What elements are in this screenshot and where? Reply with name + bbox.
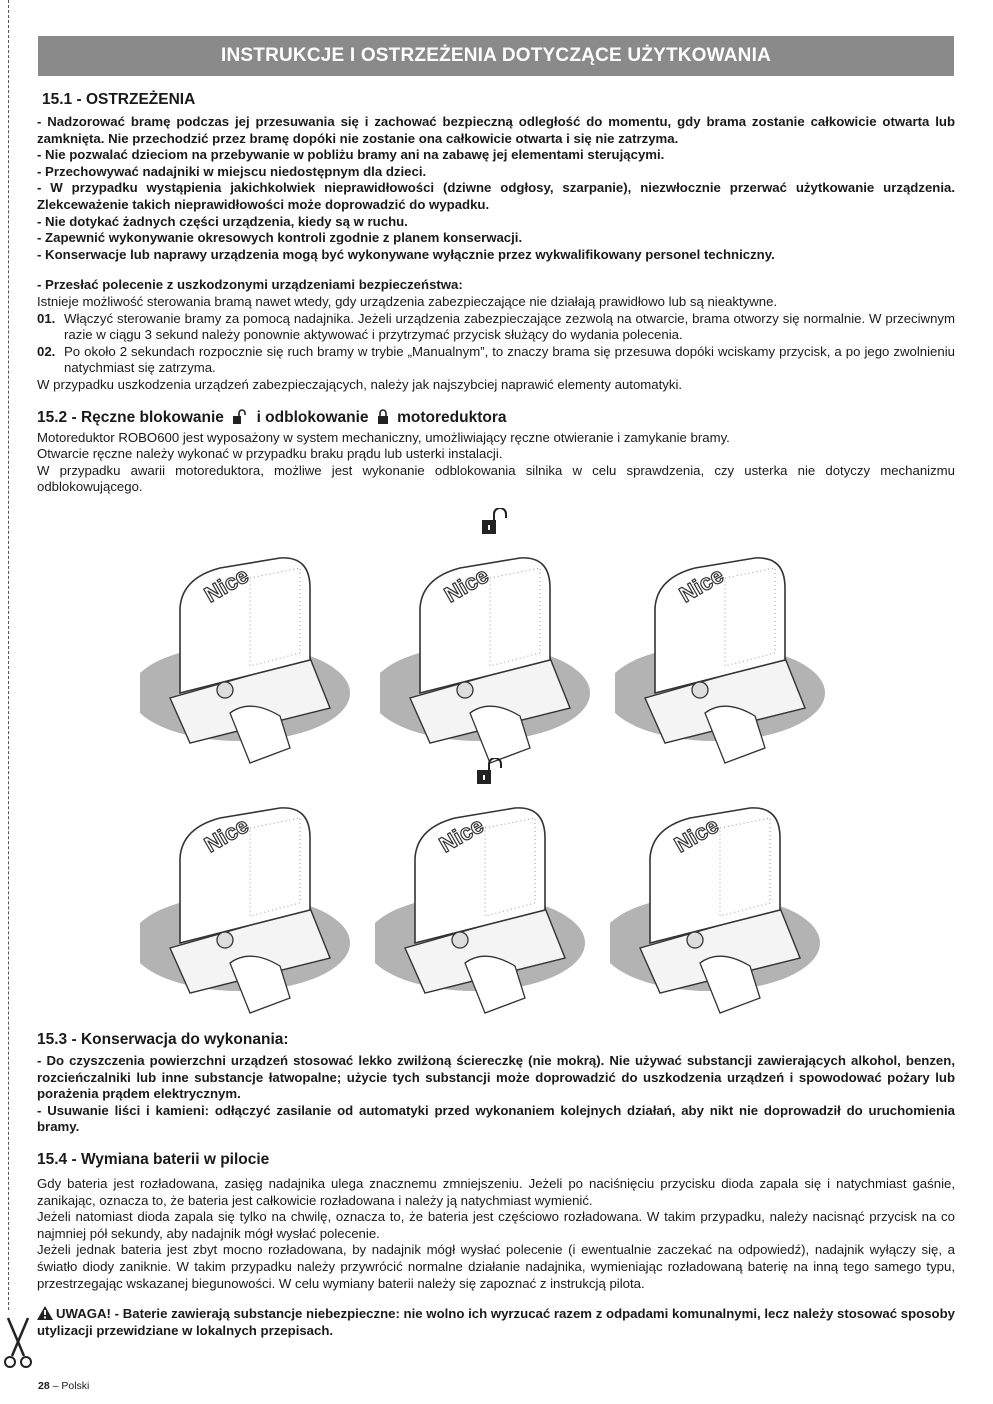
gearmotor-illustration <box>140 798 370 1018</box>
svg-text:Nice: Nice <box>440 562 493 608</box>
cut-line <box>8 0 9 1310</box>
page-number: 28 <box>38 1380 50 1392</box>
svg-text:Nice: Nice <box>200 812 253 858</box>
warning-item: - Nie dotykać żadnych części urządzenia, kiedy są w ruchu. <box>37 213 408 229</box>
scissors-icon <box>2 1316 34 1372</box>
paragraph: Jeżeli jednak bateria jest zbyt mocno rozładowana, by nadajnik mógł wysłać polecenie (i ewentualnie zaczekać na odpowiedź), nadajnik wyłączy się, a światło diody zaniknie. W takim przypadku należy przywrócić normalne działanie nadajnika, wymieniając rozładowaną baterię na inną tego samego typu, przestrzegając wskazanej biegunowości. W celu wymiany baterii należy się zapoznać z instrukcją pilota. <box>37 1242 955 1291</box>
page-title: INSTRUKCJE I OSTRZEŻENIA DOTYCZĄCE UŻYTKOWANIA <box>220 45 771 66</box>
warning-item: - Nie pozwalać dzieciom na przebywanie w pobliżu bramy ani na zabawę jej elementami sterującymi. <box>37 147 665 163</box>
svg-text:Nice: Nice <box>200 562 253 608</box>
svg-text:Nice: Nice <box>435 812 488 858</box>
step-number: 02. <box>37 343 56 359</box>
step-item <box>37 311 955 344</box>
paragraph: Motoreduktor ROBO600 jest wyposażony w system mechaniczny, umożliwiający ręczne otwieranie i zamykanie bramy. <box>37 429 730 445</box>
unlock-icon <box>480 508 512 536</box>
unlock-icon <box>232 409 248 425</box>
command-title: - Przesłać polecenie z uszkodzonymi urządzeniami bezpieczeństwa: <box>37 277 463 293</box>
paragraph: Jeżeli natomiast dioda zapala się tylko na chwilę, oznacza to, że bateria jest częściowo rozładowana. W takim przypadku, należy nacisnąć przycisk na co najmniej pół sekundy, aby nadajnik mógł wysłać polecenie. <box>37 1209 955 1241</box>
lock-icon <box>377 409 389 425</box>
footer-language: Polski <box>61 1380 90 1392</box>
svg-text:Nice: Nice <box>670 812 723 858</box>
gearmotor-illustration <box>615 548 845 768</box>
page-footer: 28 – Polski <box>38 1380 90 1392</box>
maintenance-item: - Do czyszczenia powierzchni urządzeń stosować lekko zwilżoną ściereczkę (nie mokrą). Nie używać substancji zawierających alkohol, benzen, rozcieńczalniki lub inne substancje łatwopalne; użycie tych substancji może doprowadzić do uszkodzenia urządzeń i spowodować pożary lub porażenia prądem elektrycznym. <box>37 1053 955 1102</box>
warning-item: - Konserwacje lub naprawy urządzenia mogą być wykonywane wyłącznie przez wykwalifikowany personel techniczny. <box>37 246 775 262</box>
gearmotor-illustration <box>610 798 840 1018</box>
warning-item: - Przechowywać nadajniki w miejscu niedostępnym dla dzieci. <box>37 163 427 179</box>
warning-item: - Nadzorować bramę podczas jej przesuwania się i zachować bezpieczną odległość do momentu, gdy brama zostanie całkowicie otwarta lub zamknięta. Nie przechodzić przez bramę dopóki nie zostanie ona całkowicie otwarta i się nie zatrzyma. <box>37 114 955 146</box>
command-intro: Istnieje możliwość sterowania bramą nawet wtedy, gdy urządzenia zabezpieczające nie działają prawidłowo lub są nieaktywne. <box>37 293 778 309</box>
step-text: Włączyć sterowanie bramy za pomocą nadajnika. Jeżeli urządzenia zabezpieczające zezwolą na otwarcie, brama otworzy się normalnie. W przeciwnym razie w ciągu 3 sekund należy ponownie aktywować i przytrzymać przycisk służący do wydania polecenia. <box>64 310 955 343</box>
warning-item: - Zapewnić wykonywanie okresowych kontroli zgodnie z planem konserwacji. <box>37 230 523 246</box>
paragraph: Otwarcie ręczne należy wykonać w przypadku braku prądu lub usterki instalacji. <box>37 446 503 462</box>
gearmotor-illustration <box>140 548 370 768</box>
section-15-1-title: 15.1 - OSTRZEŻENIA <box>42 91 196 108</box>
svg-text:Nice: Nice <box>675 562 728 608</box>
step-item <box>37 344 955 377</box>
gearmotor-illustration <box>375 798 605 1018</box>
section-15-4-title: 15.4 - Wymiana baterii w pilocie <box>37 1150 270 1168</box>
gearmotor-illustration <box>380 548 610 768</box>
command-outro: W przypadku uszkodzenia urządzeń zabezpieczających, należy jak najszybciej naprawić elementy automatyki. <box>37 376 683 392</box>
step-number: 01. <box>37 310 56 326</box>
paragraph: Gdy bateria jest rozładowana, zasięg nadajnika ulega znacznemu zmniejszeniu. Jeżeli po naciśnięciu przycisku dioda zapala się i natychmiast gaśnie, zanikając, oznacza to, że bateria jest całkowicie rozładowana i należy ją natychmiast wymienić. <box>37 1175 955 1208</box>
section-15-2-title: 15.2 - Ręczne blokowanie i odblokowanie motoreduktora <box>37 408 507 426</box>
unlock-icon <box>475 758 507 786</box>
paragraph: W przypadku awarii motoreduktora, możliwe jest wykonanie odblokowania silnika w celu sprawdzenia, czy usterka nie dotyczy mechanizmu odblokowującego. <box>37 462 955 495</box>
document-body <box>37 90 955 496</box>
page-banner <box>38 36 954 76</box>
document-body-lower <box>37 1030 955 1339</box>
section-15-3-title: 15.3 - Konserwacja do wykonania: <box>37 1031 289 1048</box>
battery-warning: UWAGA! - Baterie zawierają substancje niebezpieczne: nie wolno ich wyrzucać razem z odpadami komunalnymi, lecz należy stosować sposoby utylizacji przewidziane w lokalnych przepisach. <box>37 1306 955 1338</box>
step-text: Po około 2 sekundach rozpocznie się ruch bramy w trybie „Manualnym”, to znaczy brama się przesuwa dopóki wciskamy przycisk, a po jego zwolnieniu natychmiast się zatrzyma. <box>64 343 955 376</box>
maintenance-item: - Usuwanie liści i kamieni: odłączyć zasilanie od automatyki przed wykonaniem kolejnych działań, aby nikt nie doprowadził do uruchomienia bramy. <box>37 1102 955 1135</box>
release-illustrations <box>140 508 840 988</box>
warning-icon <box>37 1306 53 1320</box>
warning-item: - W przypadku wystąpienia jakichkolwiek nieprawidłowości (dziwne odgłosy, szarpanie), niezwłocznie przerwać użytkowanie urządzenia. Zlekceważenie takich nieprawidłowości może doprowadzić do wypadku. <box>37 180 955 212</box>
